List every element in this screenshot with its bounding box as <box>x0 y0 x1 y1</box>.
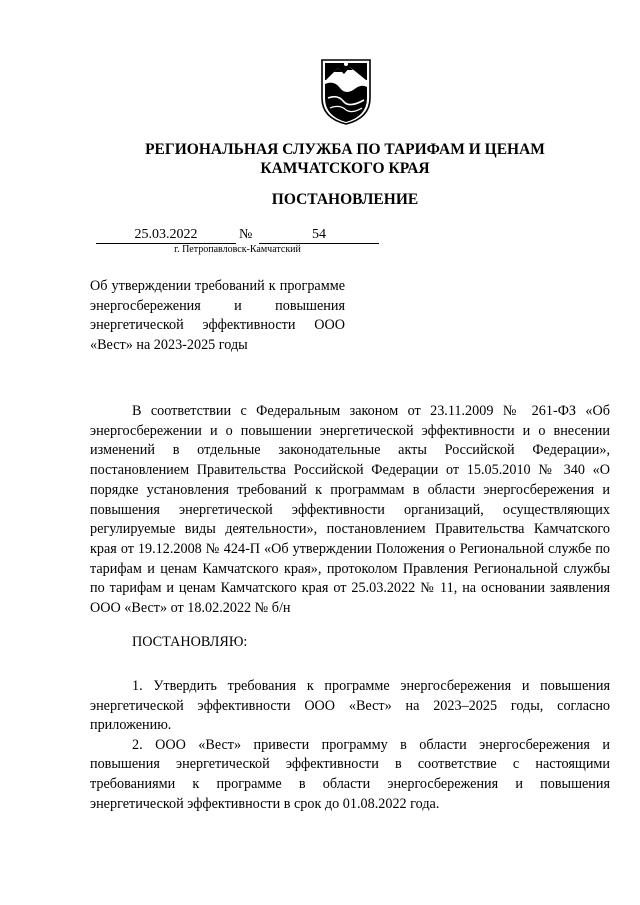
document-number: 54 <box>259 226 379 244</box>
document-subject: Об утверждении требований к программе энергосбережения и повышения энергетической эффективности ООО «Вест» на 2023-2025 годы <box>90 278 345 353</box>
agency-name-line1: РЕГИОНАЛЬНАЯ СЛУЖБА ПО ТАРИФАМ И ЦЕНАМ <box>145 141 545 158</box>
resolution-items <box>90 677 610 814</box>
resolve-heading: ПОСТАНОВЛЯЮ: <box>132 634 248 650</box>
coat-of-arms-icon <box>320 58 372 126</box>
document-date: 25.03.2022 <box>96 226 236 244</box>
agency-name-line2: КАМЧАТСКОГО КРАЯ <box>260 160 430 177</box>
preamble <box>90 402 610 619</box>
document-type: ПОСТАНОВЛЕНИЕ <box>271 191 419 208</box>
agency-name <box>60 140 630 178</box>
resolution-item-1: 1. Утвердить требования к программе энергосбережения и повышения энергетической эффективности ООО «Вест» на 2023–2025 годы, согласно приложению. <box>90 678 610 734</box>
number-sign: № <box>239 227 253 242</box>
resolution-item-2: 2. ООО «Вест» привести программу в области энергосбережения и повышения энергетической эффективности в соответствие с настоящими требованиями к программе в области энергосбережения и повышения энергетической эффективности в срок до 01.08.2022 года. <box>90 736 610 812</box>
preamble-paragraph: В соответствии с Федеральным законом от 23.11.2009 № 261-ФЗ «Об энергосбережении и о повышении энергетической эффективности и о внесении изменений в отдельные законодательные акты Российской Федерации», постановлением Правительства Российской Федерации от 15.05.2010 № 340 «О порядке установления требований к программам в области энергосбережения и повышения энергетической эффективности организаций, осуществляющих регулируемые виды деятельности», постановлением Правительства Камчатского края от 19.12.2008 № 424-П «Об утверждении Положения о Региональной службе по тарифам и ценам Камчатского края», протоколом Правления Региональной службы по тарифам и ценам Камчатского края от 25.03.2022 № 11, на основании заявления ООО «Вест» от 18.02.2022 № б/н <box>90 403 610 617</box>
city-label: г. Петропавловск-Камчатский <box>174 244 301 255</box>
